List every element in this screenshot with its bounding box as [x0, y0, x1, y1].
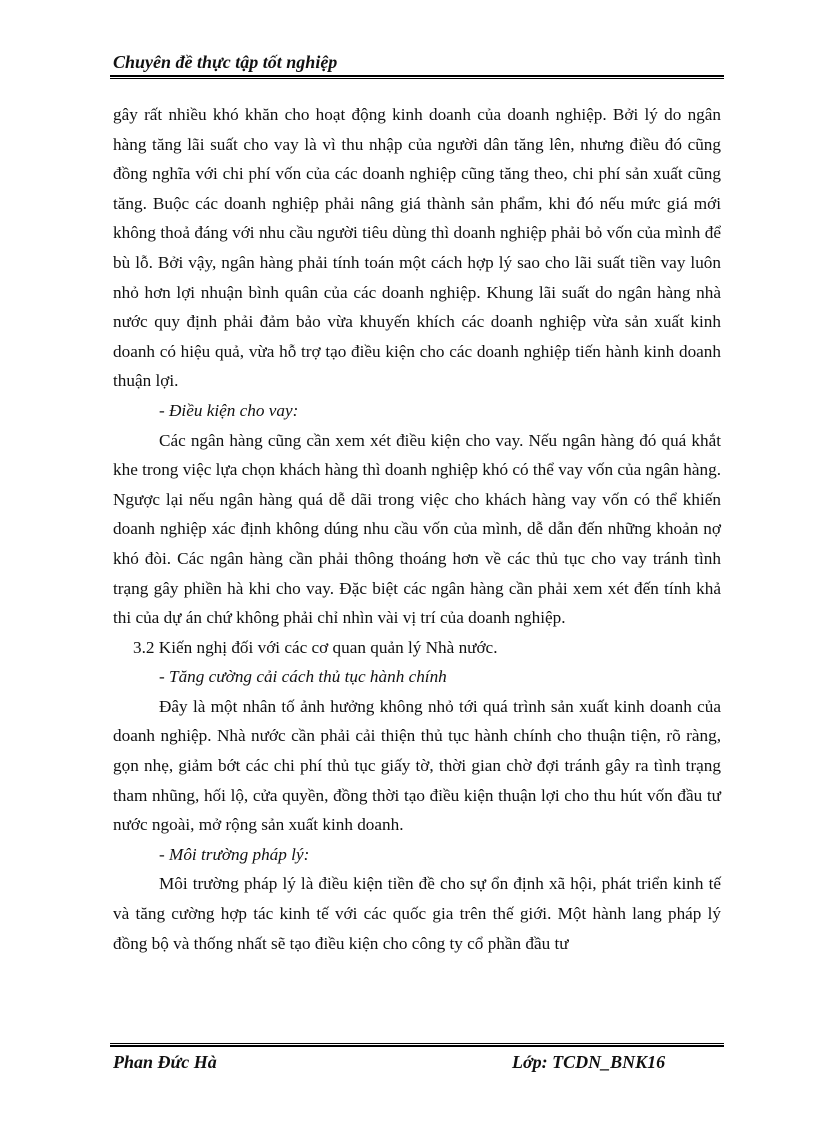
paragraph-3: Đây là một nhân tố ảnh hưởng không nhỏ tới quá trình sản xuất kinh doanh của doanh nghiệp. Nhà nước cần phải cải thiện thủ tục hành chính cho thuận tiện, rõ ràng, gọn nhẹ, giảm bớt các chi phí thủ tục giấy tờ, thời gian chờ đợi tránh gây ra tình trạng tham nhũng, hối lộ, cửa quyền, đồng thời tạo điều kiện thuận lợi cho thu hút vốn đầu tư nước ngoài, mở rộng sản xuất kinh doanh.	[113, 696, 721, 835]
subheading-dieu-kien-cho-vay: - Điều kiện cho vay:	[159, 400, 299, 420]
paragraph-4: Môi trường pháp lý là điều kiện tiền đề cho sự ổn định xã hội, phát triển kinh tế và tăng cường hợp tác kinh tế với các quốc gia trên thế giới. Một hành lang pháp lý đồng bộ và thống nhất sẽ tạo điều kiện cho công ty cổ phần đầu tư	[113, 874, 721, 953]
section-heading-3-2: 3.2 Kiến nghị đối với các cơ quan quản lý Nhà nước.	[133, 637, 498, 657]
header-rule	[110, 75, 724, 79]
paragraph-1: gây rất nhiều khó khăn cho hoạt động kinh doanh của doanh nghiệp. Bởi lý do ngân hàng tăng lãi suất cho vay là vì thu nhập của người dân tăng lên, nhưng điều đó cũng đồng nghĩa với chi phí vốn của các doanh nghiệp cũng tăng theo, chi phí sản xuất cũng tăng. Buộc các doanh nghiệp phải nâng giá thành sản phẩm, khi đó nếu mức giá mới không thoả đáng với nhu cầu người tiêu dùng thì doanh nghiệp phải bỏ vốn của mình để bù lỗ. Bởi vậy, ngân hàng phải tính toán một cách hợp lý sao cho lãi suất tiền vay luôn nhỏ hơn lợi nhuận bình quân của các doanh nghiệp. Khung lãi suất do ngân hàng nhà nước quy định phải đảm bảo vừa khuyến khích các doanh nghiệp vừa sản xuất kinh doanh có hiệu quả, vừa hỗ trợ tạo điều kiện cho các doanh nghiệp tiến hành kinh doanh thuận lợi.	[113, 105, 721, 391]
subheading-moi-truong-phap-ly: - Môi trường pháp lý:	[159, 844, 310, 864]
footer-author: Phan Đức Hà	[113, 1052, 217, 1072]
footer-class: Lớp: TCDN_BNK16	[512, 1052, 666, 1072]
footer-rule	[110, 1043, 724, 1047]
subheading-cai-cach-thu-tuc: - Tăng cường cải cách thủ tục hành chính	[159, 667, 447, 687]
paragraph-2: Các ngân hàng cũng cần xem xét điều kiện cho vay. Nếu ngân hàng đó quá khắt khe trong việc lựa chọn khách hàng thì doanh nghiệp khó có thể vay vốn của ngân hàng. Ngược lại nếu ngân hàng quá dễ dãi trong việc cho khách hàng vay vốn có thể khiến doanh nghiệp xác định không dúng nhu cầu vốn của mình, dễ dẫn đến những khoản nợ khó đòi. Các ngân hàng cần phải thông thoáng hơn về các thủ tục cho vay tránh tình trạng gây phiền hà khi cho vay. Đặc biệt các ngân hàng cần phải xem xét đến tính khả thi của dự án chứ không phải chỉ nhìn vài vị trí của doanh nghiệp.	[113, 430, 721, 628]
body-text	[113, 100, 721, 958]
header-title: Chuyên đề thực tập tốt nghiệp	[113, 52, 338, 72]
